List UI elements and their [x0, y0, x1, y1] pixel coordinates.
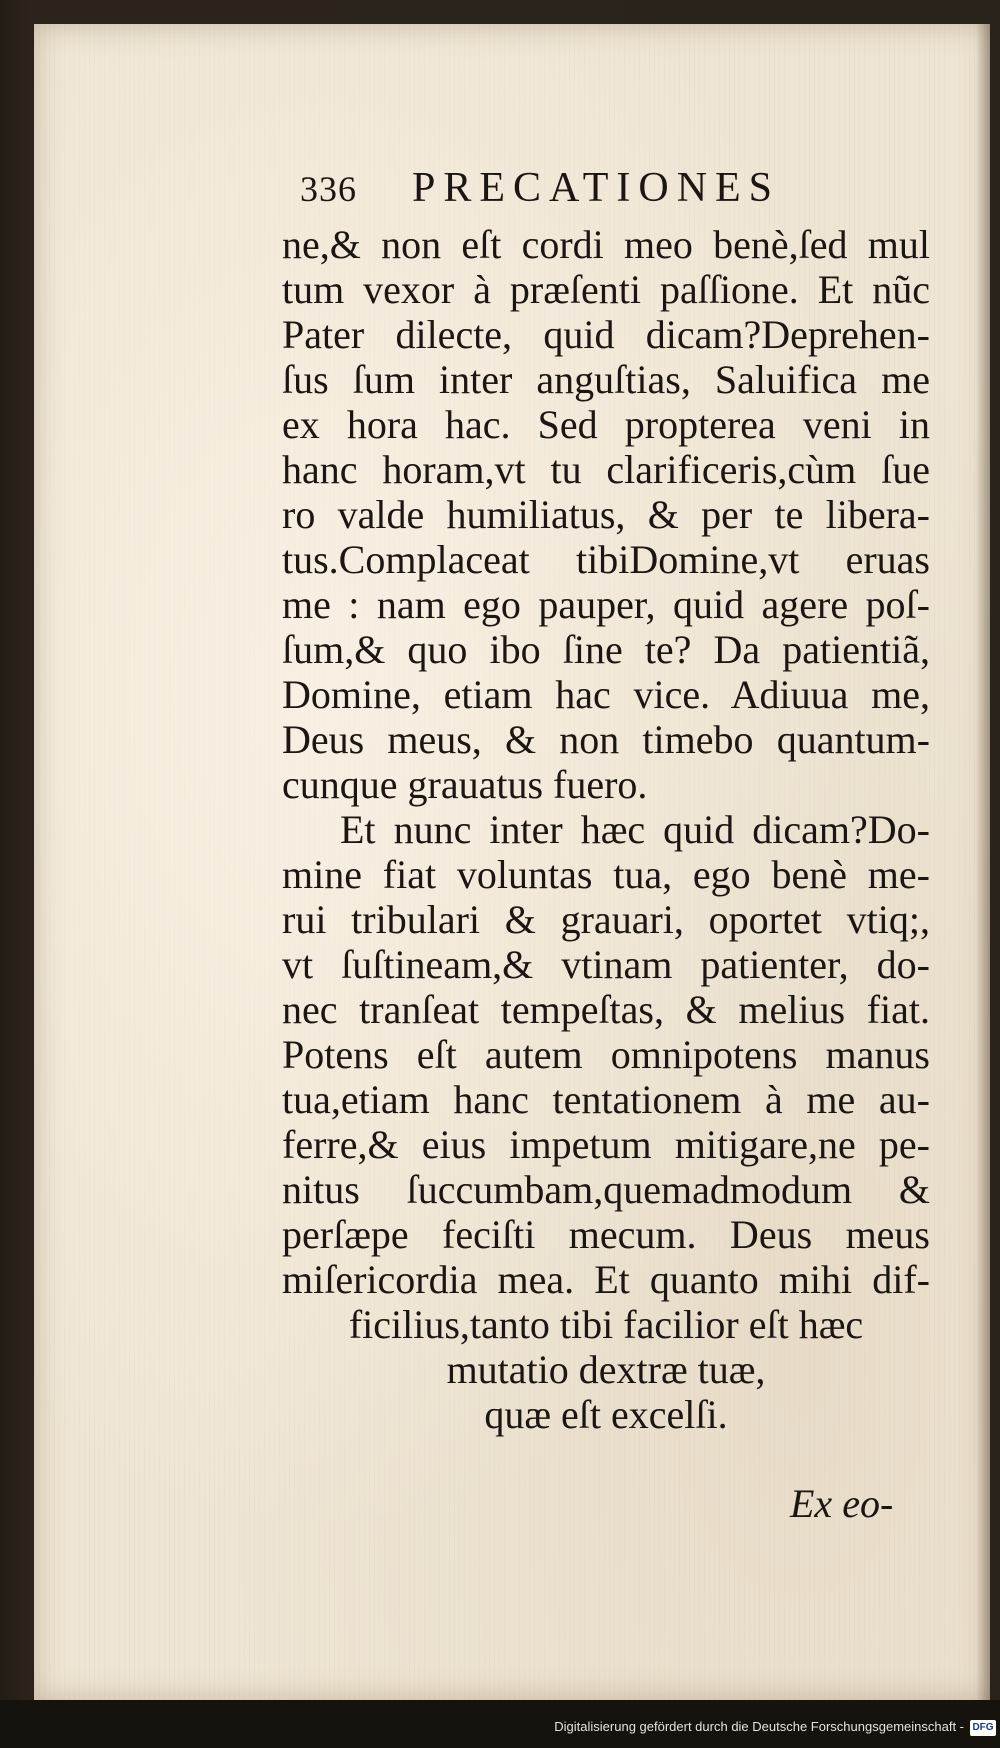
text-line: perſæpe feciſti mecum. Deus meus — [282, 1212, 930, 1257]
tapered-line: mutatio dextræ tuæ, — [446, 1347, 766, 1392]
dfg-logo-icon: DFG — [970, 1720, 996, 1736]
text-line: ne,& non eſt cordi meo benè,ſed mul — [282, 222, 930, 267]
body-text — [282, 222, 930, 1437]
page-edge-shadow — [976, 24, 990, 1700]
text-line: ſum,& quo ibo ſine te? Da patientiã, — [282, 627, 930, 672]
paragraph-start-line: Et nunc inter hæc quid dicam?Do- — [340, 807, 930, 852]
text-line: tum vexor à præſenti paſſione. Et nũc — [282, 267, 930, 312]
text-line: miſericordia mea. Et quanto mihi dif- — [282, 1257, 930, 1302]
tapered-line: quæ eſt excelſi. — [484, 1392, 728, 1437]
digitization-footer — [0, 1700, 1000, 1748]
text-line: ex hora hac. Sed propterea veni in — [282, 402, 930, 447]
tapered-line: ficilius,tanto tibi facilior eſt hæc — [348, 1302, 864, 1347]
running-head: PRECATIONES — [412, 165, 781, 211]
page-header — [300, 165, 860, 218]
text-line: tus.Complaceat tibiDomine,vt eruas — [282, 537, 930, 582]
page-number: 336 — [300, 169, 357, 209]
funding-credit: Digitalisierung gefördert durch die Deutsche Forschungsgemeinschaft - — [554, 1719, 964, 1734]
text-line: Pater dilecte, quid dicam?Deprehen- — [282, 312, 930, 357]
text-line: tua,etiam hanc tentationem à me au- — [282, 1077, 930, 1122]
text-line: ro valde humiliatus, & per te libera- — [282, 492, 930, 537]
text-line: ſus ſum inter anguſtias, Saluifica me — [282, 357, 930, 402]
text-line: nitus ſuccumbam,quemadmodum & — [282, 1167, 930, 1212]
text-line: mine fiat voluntas tua, ego benè me- — [282, 852, 930, 897]
text-line: hanc horam,vt tu clarificeris,cùm ſue — [282, 447, 930, 492]
text-line: Potens eſt autem omnipotens manus — [282, 1032, 930, 1077]
text-line: Deus meus, & non timebo quantum- — [282, 717, 930, 762]
paragraph-end-line: cunque grauatus fuero. — [282, 762, 648, 807]
text-line: ferre,& eius impetum mitigare,ne pe- — [282, 1122, 930, 1167]
text-line: Domine, etiam hac vice. Adiuua me, — [282, 672, 930, 717]
text-line: nec tranſeat tempeſtas, & melius fiat. — [282, 987, 930, 1032]
text-line: vt ſuſtineam,& vtinam patienter, do- — [282, 942, 930, 987]
text-line: me : nam ego pauper, quid agere poſ- — [282, 582, 930, 627]
text-line: rui tribulari & grauari, oportet vtiq;, — [282, 897, 930, 942]
catchword: Ex eo- — [790, 1481, 894, 1526]
